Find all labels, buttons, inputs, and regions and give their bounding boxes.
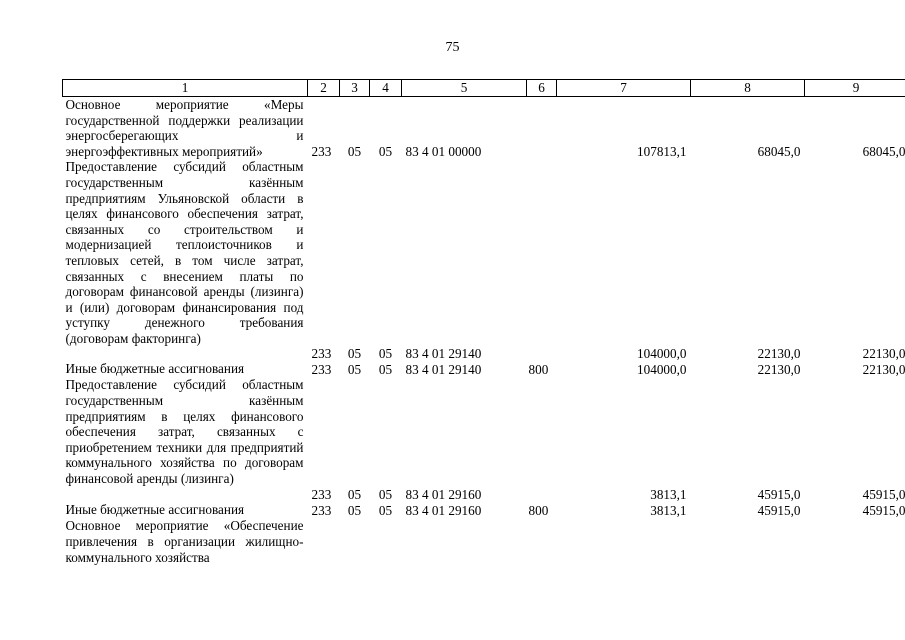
cell-amount-1: 3813,1 [650,502,687,518]
cell-gr: 233 [311,345,332,361]
column-header: 4 [370,80,402,97]
column-header: 9 [805,80,905,97]
cell-amount-2: 22130,0 [757,345,801,361]
table-row [63,159,905,361]
cell-pr: 05 [378,361,393,377]
cell-pr: 05 [378,345,393,361]
cell-rz: 05 [347,486,362,502]
column-header: 7 [557,80,691,97]
cell-vr [527,518,557,565]
cell-amount-3 [805,518,905,565]
cell-csr: 83 4 01 29140 [405,345,482,361]
cell-csr: 83 4 01 00000 [405,143,482,159]
row-name: Основное мероприятие «Меры государственной поддержки реализации энергосберегающих и энергоэффективных мероприятий» [65,97,304,159]
cell-amount-3: 68045,0 [862,143,905,159]
column-header: 6 [527,80,557,97]
column-header: 2 [308,80,340,97]
cell-vr [527,377,557,502]
column-header: 8 [691,80,805,97]
table-row [63,377,905,502]
cell-csr: 83 4 01 29140 [405,361,482,377]
cell-amount-3: 45915,0 [862,486,905,502]
cell-csr: 83 4 01 29160 [405,502,482,518]
cell-amount-1: 104000,0 [637,345,687,361]
column-header: 5 [402,80,527,97]
table-row [63,502,905,518]
cell-gr: 233 [311,486,332,502]
cell-amount-3: 45915,0 [862,502,905,518]
cell-gr: 233 [311,143,332,159]
cell-amount-1: 104000,0 [637,361,687,377]
cell-rz: 05 [347,361,362,377]
cell-amount-2: 22130,0 [757,361,801,377]
table-row [63,97,905,160]
cell-vr: 800 [528,361,549,377]
cell-pr [370,518,402,565]
cell-vr [527,159,557,361]
cell-pr: 05 [378,486,393,502]
cell-rz [340,518,370,565]
cell-csr: 83 4 01 29160 [405,486,482,502]
cell-rz: 05 [347,502,362,518]
cell-amount-2: 45915,0 [757,502,801,518]
table-row [63,518,905,565]
cell-vr: 800 [528,502,549,518]
cell-amount-1: 3813,1 [650,486,687,502]
column-numbers-row [63,80,905,97]
cell-csr [402,518,527,565]
cell-gr: 233 [311,361,332,377]
cell-amount-1 [557,518,691,565]
page-number: 75 [445,40,460,55]
cell-amount-2 [691,518,805,565]
row-name: Иные бюджетные ассигнования [65,361,245,377]
row-name: Основное мероприятие «Обеспечение привлечения в организации жилищно-коммунального хозяйства [65,518,304,565]
cell-gr: 233 [311,502,332,518]
row-name: Иные бюджетные ассигнования [65,502,245,518]
table-row [63,361,905,377]
cell-vr [527,97,557,160]
cell-amount-2: 45915,0 [757,486,801,502]
row-name: Предоставление субсидий областным государственным казённым предприятиям в целях финансового обеспечения затрат, связанных с приобретением техники для предприятий коммунального хозяйства по договорам финансовой аренды (лизинга) [65,377,304,486]
column-header: 1 [63,80,308,97]
table-header [63,80,905,97]
row-name: Предоставление субсидий областным государственным казённым предприятиям Ульяновской области в целях финансового обеспечения затрат, связанных со строительством и модернизацией теплоисточников и тепловых сетей, в том числе затрат, связанных с внесением платы по договорам финансовой аренды (лизинга) и (или) договорам финансирования под уступку денежного требования (договорам факторинга) [65,159,304,346]
cell-amount-3: 22130,0 [862,345,905,361]
column-header: 3 [340,80,370,97]
cell-amount-2: 68045,0 [757,143,801,159]
cell-gr [308,518,340,565]
cell-pr: 05 [378,502,393,518]
cell-pr: 05 [378,143,393,159]
cell-rz: 05 [347,143,362,159]
budget-table [62,79,905,565]
cell-amount-3: 22130,0 [862,361,905,377]
cell-amount-1: 107813,1 [637,143,687,159]
cell-rz: 05 [347,345,362,361]
